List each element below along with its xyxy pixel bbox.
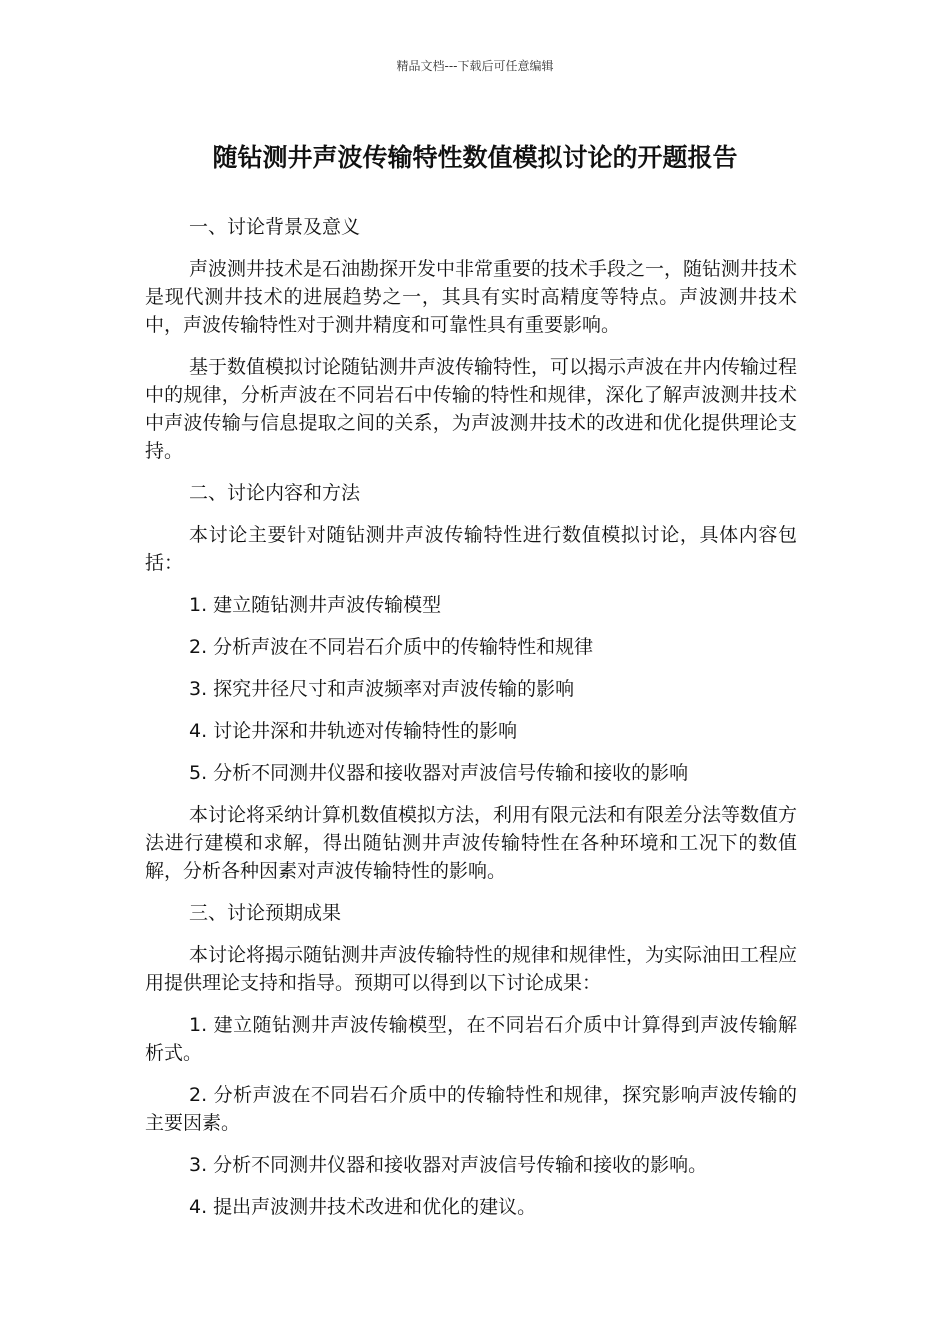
paragraph-method: 本讨论将采纳计算机数值模拟方法，利用有限元法和有限差分法等数值方法进行建模和求解，得出随钻测井声波传输特性在各种环境和工况下的数值解，分析各种因素对声波传输特性的影响。 <box>145 804 798 882</box>
list-item-content-5: 5. 分析不同测井仪器和接收器对声波信号传输和接收的影响 <box>189 762 689 784</box>
list-item-result-4: 4. 提出声波测井技术改进和优化的建议。 <box>189 1196 537 1218</box>
list-item-result-3: 3. 分析不同测井仪器和接收器对声波信号传输和接收的影响。 <box>189 1154 708 1176</box>
list-item-content-2: 2. 分析声波在不同岩石介质中的传输特性和规律 <box>189 636 594 658</box>
list-item-content-4: 4. 讨论井深和井轨迹对传输特性的影响 <box>189 720 518 742</box>
list-item-result-2: 2. 分析声波在不同岩石介质中的传输特性和规律，探究影响声波传输的主要因素。 <box>145 1084 797 1134</box>
document-title: 随钻测井声波传输特性数值模拟讨论的开题报告 <box>212 143 738 172</box>
paragraph-background-1: 声波测井技术是石油勘探开发中非常重要的技术手段之一，随钻测井技术是现代测井技术的进展趋势之一，其具有实时高精度等特点。声波测井技术中，声波传输特性对于测井精度和可靠性具有重要影响。 <box>145 258 798 336</box>
header-note: 精品文档---下载后可任意编辑 <box>396 59 554 73</box>
paragraph-content-intro: 本讨论主要针对随钻测井声波传输特性进行数值模拟讨论，具体内容包括： <box>145 524 797 574</box>
document-body <box>145 213 797 1235</box>
section-heading-background: 一、讨论背景及意义 <box>189 216 361 238</box>
section-heading-content-method: 二、讨论内容和方法 <box>189 482 361 504</box>
paragraph-background-2: 基于数值模拟讨论随钻测井声波传输特性，可以揭示声波在井内传输过程中的规律，分析声波在不同岩石中传输的特性和规律，深化了解声波测井技术中声波传输与信息提取之间的关系，为声波测井技术的改进和优化提供理论支持。 <box>145 356 798 462</box>
paragraph-results-intro: 本讨论将揭示随钻测井声波传输特性的规律和规律性，为实际油田工程应用提供理论支持和指导。预期可以得到以下讨论成果： <box>145 944 798 994</box>
list-item-content-1: 1. 建立随钻测井声波传输模型 <box>189 594 442 616</box>
section-heading-expected-results: 三、讨论预期成果 <box>189 902 342 924</box>
list-item-content-3: 3. 探究井径尺寸和声波频率对声波传输的影响 <box>189 678 575 700</box>
list-item-result-1: 1. 建立随钻测井声波传输模型，在不同岩石介质中计算得到声波传输解析式。 <box>145 1014 797 1064</box>
